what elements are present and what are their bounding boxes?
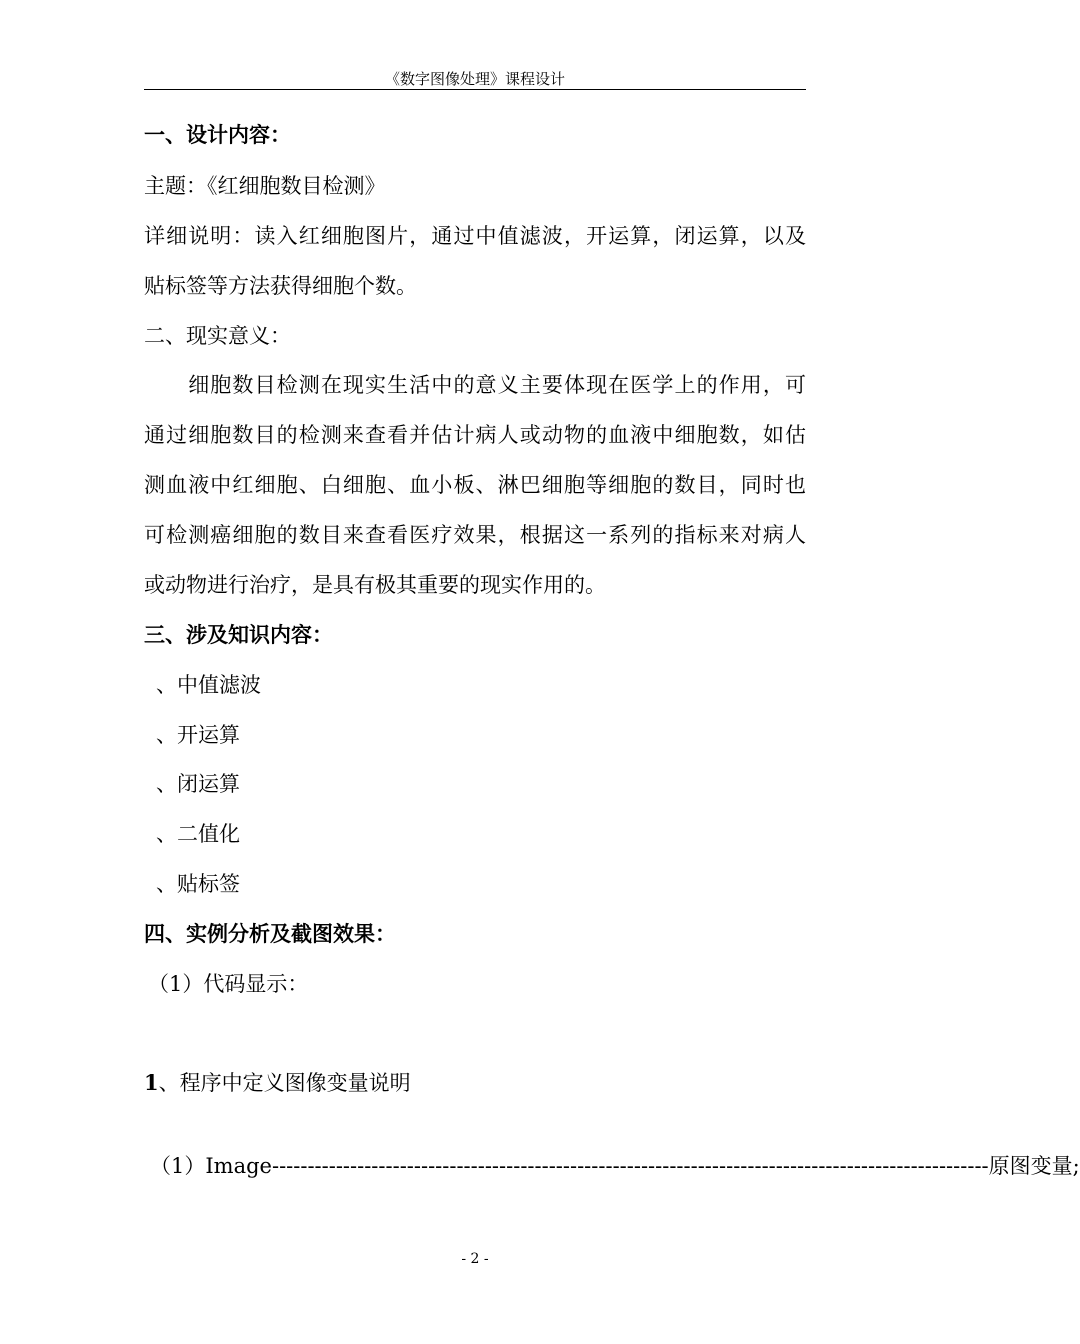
significance-line-5: 或动物进行治疗，是具有极其重要的现实作用的。 (144, 573, 606, 597)
header-rule (144, 89, 806, 90)
variable-definition-text: 、程序中定义图像变量说明 (158, 1071, 411, 1095)
detail-line-1: 详细说明：读入红细胞图片，通过中值滤波，开运算，闭运算，以及 (144, 224, 806, 248)
knowledge-item-median-filter: 、中值滤波 (156, 673, 261, 697)
topic-line: 主题：《红细胞数目检测》 (144, 174, 386, 198)
knowledge-item-labeling: 、贴标签 (156, 872, 240, 896)
page-number: - 2 - (461, 1251, 489, 1267)
section-heading-examples: 四、实例分析及截图效果： (144, 921, 396, 946)
significance-line-1: 细胞数目检测在现实生活中的意义主要体现在医学上的作用，可 (144, 373, 806, 397)
section-heading-significance: 二、现实意义： (144, 324, 291, 348)
section-heading-knowledge: 三、涉及知识内容： (144, 622, 333, 647)
significance-line-2: 通过细胞数目的检测来查看并估计病人或动物的血液中细胞数，如估 (144, 423, 806, 447)
knowledge-item-binarization: 、二值化 (156, 822, 240, 846)
section-heading-design-content: 一、设计内容： (144, 122, 291, 147)
variable-definition-number: 1 (144, 1070, 159, 1095)
image-variable-line (150, 1151, 1080, 1181)
significance-line-4: 可检测癌细胞的数目来查看医疗效果，根据这一系列的指标来对病人 (144, 523, 806, 547)
page-header: 《数字图像处理》课程设计 (384, 70, 565, 88)
variable-definition-heading (144, 1068, 411, 1098)
image-variable-leader: ----------------------------------------------------------------------------------------------------- (271, 1154, 989, 1178)
image-variable-name: （1）Image (150, 1154, 272, 1178)
code-display-subheading: （1）代码显示： (148, 972, 309, 996)
image-variable-description: 原图变量; (988, 1154, 1080, 1178)
knowledge-item-opening: 、开运算 (156, 723, 240, 747)
significance-line-3: 测血液中红细胞、白细胞、血小板、淋巴细胞等细胞的数目，同时也 (144, 473, 806, 497)
detail-line-2: 贴标签等方法获得细胞个数。 (144, 274, 417, 298)
knowledge-item-closing: 、闭运算 (156, 772, 240, 796)
